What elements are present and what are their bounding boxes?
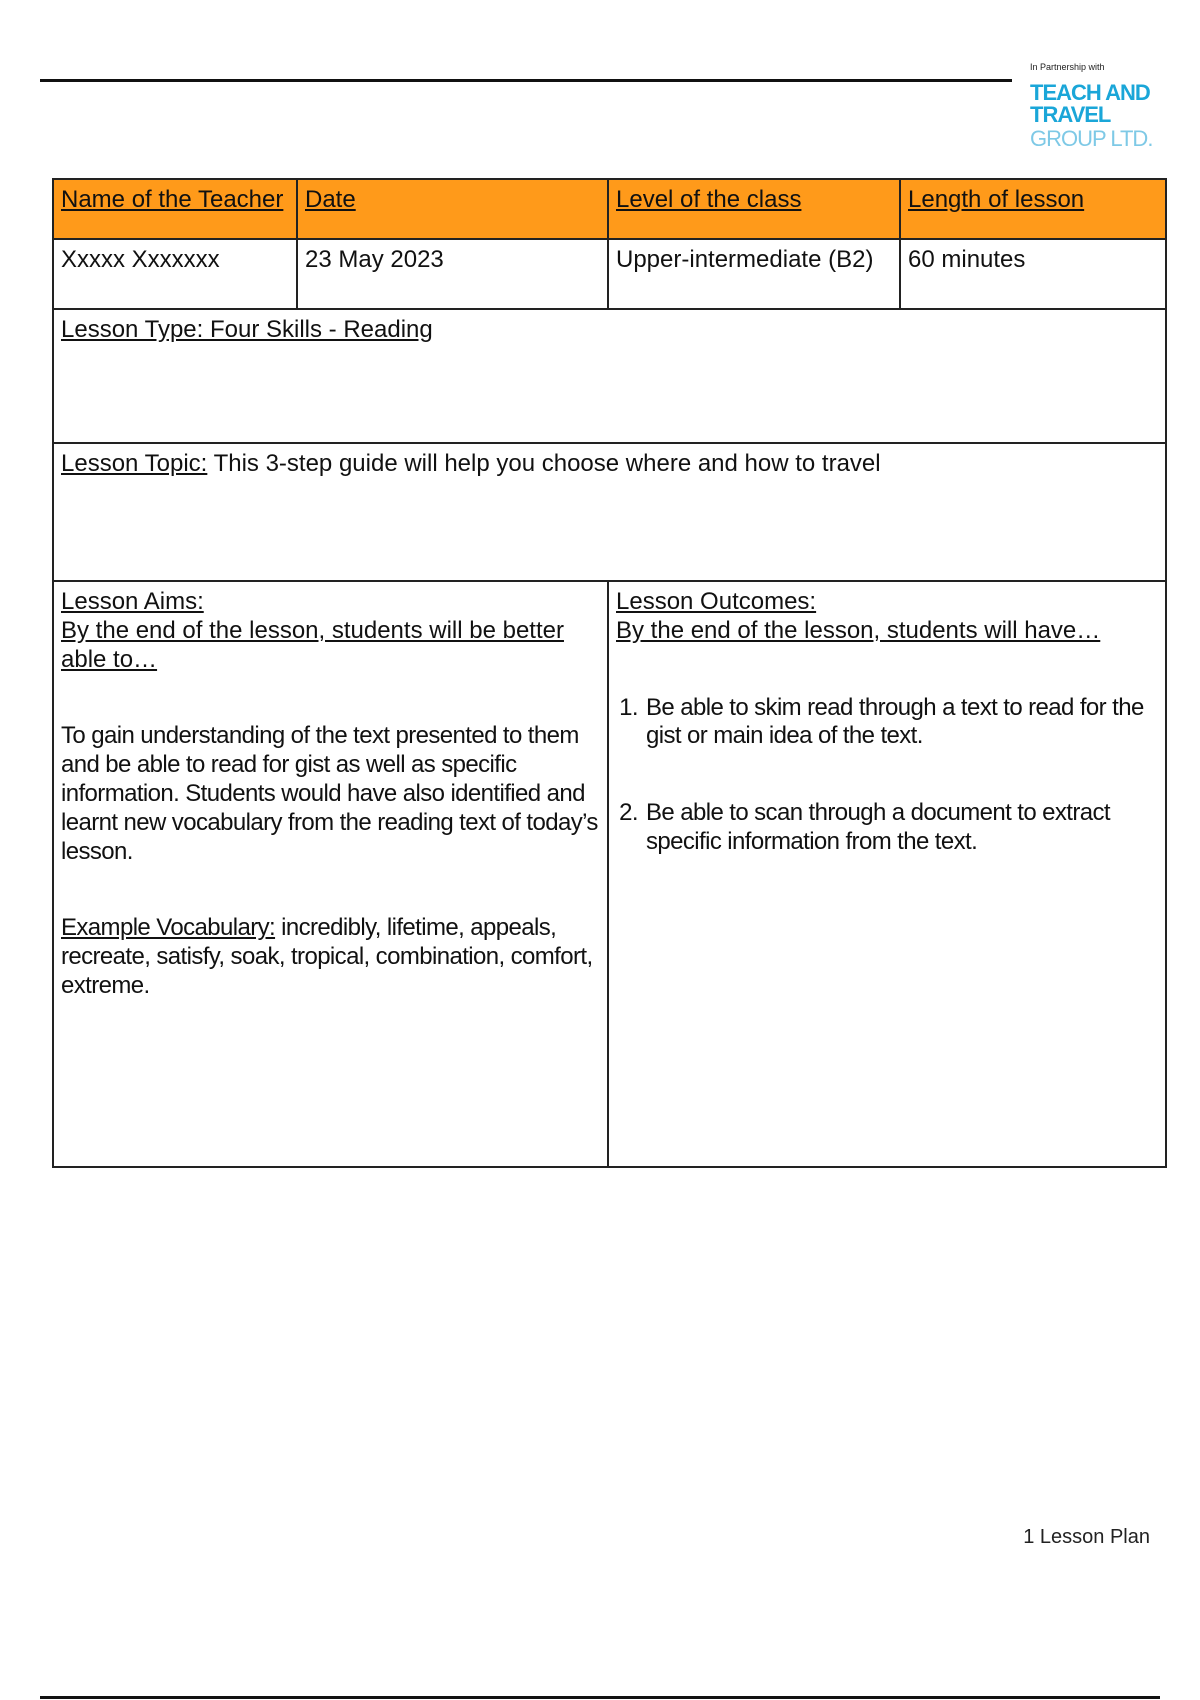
- lesson-type-text: Lesson Type: Four Skills - Reading: [61, 316, 433, 343]
- lesson-aims-cell: [53, 581, 608, 1167]
- length-value: 60 minutes: [900, 239, 1166, 309]
- aims-subtitle: By the end of the lesson, students will be better able to…: [61, 616, 564, 673]
- date-value: 23 May 2023: [297, 239, 608, 309]
- aims-vocabulary: [61, 914, 600, 1000]
- values-row: [53, 239, 1166, 309]
- lesson-topic-text: This 3-step guide will help you choose where and how to travel: [207, 450, 881, 477]
- lesson-topic-cell: [53, 443, 1166, 581]
- logo-tagline: In Partnership with: [1030, 62, 1105, 72]
- header-rule: [40, 79, 1012, 82]
- teacher-header-cell: [53, 179, 297, 239]
- outcomes-title: Lesson Outcomes:: [616, 588, 817, 615]
- date-header-cell: [297, 179, 608, 239]
- aims-title: Lesson Aims:: [61, 588, 204, 615]
- length-label: Length of lesson: [908, 186, 1085, 213]
- lesson-type-row: [53, 309, 1166, 443]
- outcome-item: 2. Be able to scan through a document to extract specific information from the text.: [644, 799, 1158, 857]
- vocab-label: Example Vocabulary:: [61, 914, 276, 942]
- lesson-outcomes-cell: [608, 581, 1166, 1167]
- outcomes-list: [616, 694, 1158, 857]
- lesson-type-cell: [53, 309, 1166, 443]
- header-row: [53, 179, 1166, 239]
- lesson-topic-label: Lesson Topic:: [61, 450, 208, 477]
- teacher-label: Name of the Teacher: [61, 186, 284, 213]
- teacher-value: Xxxxx Xxxxxxx: [53, 239, 297, 309]
- length-header-cell: [900, 179, 1166, 239]
- date-label: Date: [305, 186, 356, 213]
- logo-brand-line2: GROUP LTD.: [1030, 126, 1153, 151]
- lesson-topic-row: [53, 443, 1166, 581]
- level-header-cell: [608, 179, 900, 239]
- level-value: Upper-intermediate (B2): [608, 239, 900, 309]
- outcomes-subtitle: By the end of the lesson, students will have…: [616, 616, 1101, 644]
- page-footer: 1 Lesson Plan: [1023, 1526, 1150, 1548]
- vocab-text: incredibly, lifetime, appeals, recreate, satisfy, soak, tropical, combination, comfort, extreme.: [61, 914, 593, 999]
- aims-outcomes-row: [53, 581, 1166, 1167]
- lesson-plan-table: [52, 178, 1167, 1168]
- level-label: Level of the class: [616, 186, 802, 213]
- aims-body: To gain understanding of the text presented to them and be able to read for gist as well as specific information. Students would have also identified and learnt new vocabulary from the reading text of today’s lesson.: [61, 722, 598, 865]
- partner-logo: [1030, 62, 1170, 151]
- logo-brand-line1: TEACH AND TRAVEL: [1030, 80, 1150, 127]
- footer-rule: [40, 1696, 1160, 1699]
- outcome-item: 1. Be able to skim read through a text to read for the gist or main idea of the text.: [644, 694, 1158, 752]
